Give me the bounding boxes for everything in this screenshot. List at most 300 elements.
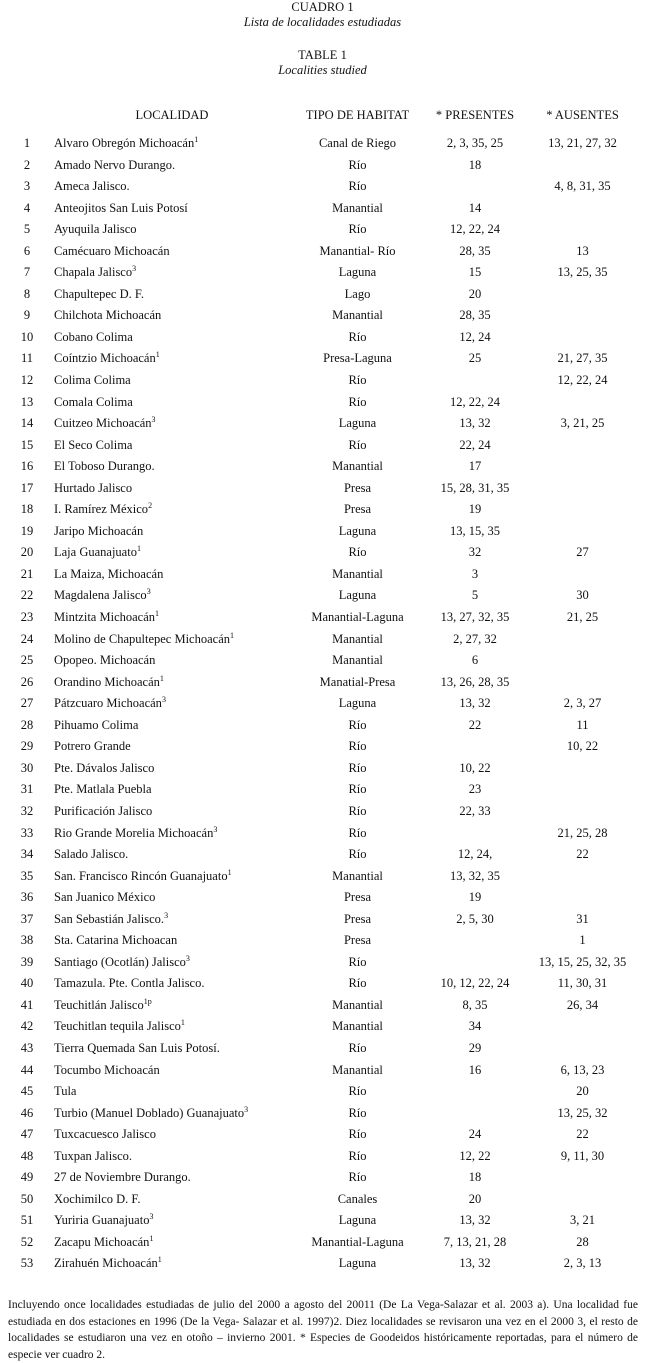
- locality-cell: [54, 371, 131, 389]
- table-row: [0, 759, 645, 781]
- locality-cell: [54, 543, 141, 561]
- row-number: 19: [20, 523, 34, 538]
- habitat-cell: Manantial: [332, 653, 383, 668]
- locality-name: San Juanico México: [54, 890, 156, 905]
- row-number: 33: [20, 825, 34, 840]
- locality-cell: [54, 1147, 132, 1165]
- row-number: 26: [20, 674, 34, 689]
- habitat-cell: Manantial: [332, 631, 383, 646]
- table-row: [0, 371, 645, 393]
- presentes-cell: 28, 35: [459, 308, 491, 323]
- row-number: 20: [20, 545, 34, 560]
- habitat-cell: Manatial-Presa: [319, 674, 396, 689]
- habitat-cell: Presa: [343, 502, 372, 517]
- row-number: 5: [23, 222, 31, 237]
- row-number: 28: [20, 717, 34, 732]
- row-number: 16: [20, 459, 34, 474]
- presentes-cell: 18: [468, 1170, 482, 1185]
- locality-name: Rio Grande Morelia Michoacán: [54, 825, 214, 840]
- ausentes-cell: 21, 25, 28: [557, 825, 608, 840]
- locality-cell: [54, 479, 132, 497]
- caption-english: [0, 48, 645, 78]
- locality-cell: [54, 263, 136, 281]
- habitat-cell: Río: [348, 954, 367, 969]
- locality-cell: [54, 306, 161, 324]
- locality-name: La Maiza, Michoacán: [54, 566, 164, 581]
- locality-cell: [54, 780, 152, 798]
- table-row: [0, 845, 645, 867]
- row-number: 52: [20, 1234, 34, 1249]
- locality-name: El Toboso Durango.: [54, 459, 155, 474]
- table-label: TABLE 1: [298, 48, 347, 62]
- locality-name: Molino de Chapultepec Michoacán: [54, 631, 230, 646]
- table-row: [0, 134, 645, 156]
- locality-cell: [54, 651, 155, 669]
- locality-name: Tuxpan Jalisco.: [54, 1148, 133, 1163]
- ausentes-cell: 21, 27, 35: [557, 351, 608, 366]
- habitat-cell: Manantial: [332, 566, 383, 581]
- presentes-cell: 22, 24: [459, 437, 491, 452]
- table-row: [0, 694, 645, 716]
- habitat-cell: Río: [348, 157, 367, 172]
- ausentes-cell: 20: [576, 1084, 589, 1099]
- locality-cell: [54, 888, 155, 906]
- habitat-cell: Río: [348, 760, 367, 775]
- table-row: [0, 220, 645, 242]
- locality-name: Pte. Matlala Puebla: [54, 782, 152, 797]
- habitat-cell: Lago: [344, 286, 371, 301]
- locality-cell: [54, 522, 143, 540]
- row-number: 42: [20, 1019, 34, 1034]
- table-row: [0, 285, 645, 307]
- presentes-cell: 23: [468, 782, 482, 797]
- locality-cell: [54, 220, 137, 238]
- row-number: 8: [23, 286, 31, 301]
- presentes-cell: 10, 12, 22, 24: [440, 976, 510, 991]
- locality-footnote-mark: 3: [185, 953, 190, 963]
- habitat-cell: Río: [348, 1105, 367, 1120]
- row-number: 30: [20, 760, 34, 775]
- row-number: 46: [20, 1105, 34, 1120]
- ausentes-cell: 31: [576, 911, 589, 926]
- locality-name: Pátzcuaro Michoacán: [54, 696, 162, 711]
- presentes-cell: 13, 32: [459, 696, 491, 711]
- locality-cell: [54, 630, 234, 648]
- row-number: 32: [20, 803, 34, 818]
- row-number: 29: [20, 739, 34, 754]
- table-row: [0, 630, 645, 652]
- locality-cell: [54, 565, 163, 583]
- row-number: 9: [23, 308, 31, 323]
- presentes-cell: 8, 35: [462, 997, 488, 1012]
- ausentes-cell: 11, 30, 31: [557, 976, 608, 991]
- presentes-cell: 17: [468, 459, 482, 474]
- row-number: 36: [20, 890, 34, 905]
- locality-footnote-mark: 3: [132, 264, 137, 274]
- locality-name: Teuchitlan tequila Jalisco: [54, 1019, 181, 1034]
- locality-name: Xochimilco D. F.: [54, 1191, 141, 1206]
- row-number: 14: [20, 416, 34, 431]
- locality-name: Chilchota Michoacán: [54, 308, 162, 323]
- table-row: [0, 974, 645, 996]
- table-row: [0, 867, 645, 889]
- row-number: 18: [20, 502, 34, 517]
- locality-name: I. Ramírez México: [54, 502, 149, 517]
- presentes-cell: 2, 3, 35, 25: [446, 136, 504, 150]
- table-row: [0, 1254, 645, 1276]
- presentes-cell: 29: [468, 1040, 482, 1055]
- locality-cell: [54, 1104, 248, 1122]
- habitat-cell: Canales: [337, 1191, 378, 1206]
- row-number: 1: [23, 136, 31, 150]
- locality-cell: [54, 931, 177, 949]
- habitat-cell: Manantial-Laguna: [311, 610, 404, 625]
- habitat-cell: Laguna: [338, 588, 377, 603]
- table-row: [0, 608, 645, 630]
- ausentes-cell: 12, 22, 24: [557, 373, 608, 388]
- locality-footnote-mark: 1: [194, 135, 199, 144]
- localities-table: [0, 106, 645, 1276]
- locality-cell: [54, 177, 130, 195]
- habitat-cell: Río: [348, 1148, 367, 1163]
- locality-name: Orandino Michoacán: [54, 674, 160, 689]
- presentes-cell: 20: [468, 286, 482, 301]
- locality-name: 27 de Noviembre Durango.: [54, 1170, 191, 1185]
- header-presentes: * PRESENTES: [435, 108, 515, 122]
- ausentes-cell: 2, 3, 13: [563, 1256, 602, 1271]
- locality-cell: [54, 996, 152, 1014]
- locality-footnote-mark: 1: [180, 1018, 185, 1028]
- habitat-cell: Presa-Laguna: [323, 351, 392, 366]
- habitat-cell: Río: [348, 179, 367, 194]
- locality-footnote-mark: 3: [244, 1104, 249, 1114]
- table-row: [0, 996, 645, 1018]
- locality-name: Colima Colima: [54, 373, 131, 388]
- locality-name: Tierra Quemada San Luis Potosí.: [54, 1040, 220, 1055]
- locality-cell: [54, 349, 160, 367]
- locality-footnote-mark: 1: [155, 350, 160, 360]
- locality-name: Jaripo Michoacán: [54, 523, 144, 538]
- table-row: [0, 651, 645, 673]
- ausentes-cell: 30: [576, 588, 589, 603]
- ausentes-cell: 22: [576, 847, 589, 862]
- locality-cell: [54, 242, 170, 260]
- presentes-cell: 13, 27, 32, 35: [440, 610, 510, 625]
- locality-cell: [54, 285, 144, 303]
- ausentes-cell: 6, 13, 23: [560, 1062, 605, 1077]
- habitat-cell: Presa: [343, 911, 372, 926]
- presentes-cell: 2, 5, 30: [456, 911, 494, 926]
- habitat-cell: Manantial-Laguna: [311, 1234, 404, 1249]
- row-number: 41: [20, 997, 34, 1012]
- locality-cell: [54, 1233, 153, 1251]
- locality-name: Turbio (Manuel Doblado) Guanajuato: [54, 1105, 245, 1120]
- locality-name: Opopeo. Michoacán: [54, 653, 156, 668]
- locality-footnote-mark: 1: [227, 867, 232, 877]
- locality-name: Teuchitlán Jalisco: [54, 997, 144, 1012]
- table-row: [0, 328, 645, 350]
- row-number: 43: [20, 1040, 34, 1055]
- habitat-cell: Río: [348, 329, 367, 344]
- caption-spanish: [0, 0, 645, 30]
- habitat-cell: Río: [348, 847, 367, 862]
- locality-name: Zacapu Michoacán: [54, 1234, 150, 1249]
- habitat-cell: Río: [348, 1040, 367, 1055]
- ausentes-cell: 26, 34: [566, 997, 599, 1012]
- locality-cell: [54, 1254, 162, 1272]
- locality-name: Ayuquila Jalisco: [54, 222, 137, 237]
- locality-cell: [54, 759, 154, 777]
- habitat-cell: Laguna: [338, 523, 377, 538]
- table-row: [0, 716, 645, 738]
- presentes-cell: 14: [468, 200, 482, 215]
- table-row: [0, 1211, 645, 1233]
- ausentes-cell: 22: [576, 1127, 589, 1142]
- locality-name: Potrero Grande: [54, 739, 131, 754]
- locality-cell: [54, 802, 152, 820]
- table-row: [0, 586, 645, 608]
- habitat-cell: Río: [348, 825, 367, 840]
- locality-cell: [54, 436, 132, 454]
- locality-footnote-mark: 3: [213, 824, 218, 834]
- table-row: [0, 479, 645, 501]
- ausentes-cell: 1: [579, 933, 586, 948]
- table-row: [0, 737, 645, 759]
- locality-cell: [54, 608, 159, 626]
- row-number: 3: [23, 179, 31, 194]
- presentes-cell: 5: [471, 588, 479, 603]
- locality-cell: [54, 1211, 153, 1229]
- locality-name: San Sebastián Jalisco.: [54, 911, 165, 926]
- locality-cell: [54, 974, 204, 992]
- presentes-cell: 16: [468, 1062, 482, 1077]
- locality-footnote-mark: 2: [148, 501, 153, 511]
- locality-cell: [54, 716, 138, 734]
- row-number: 31: [20, 782, 34, 797]
- locality-name: Ameca Jalisco.: [54, 179, 130, 194]
- presentes-cell: 22, 33: [459, 803, 491, 818]
- locality-footnote-mark: 1: [157, 1255, 162, 1265]
- row-number: 11: [20, 351, 34, 366]
- row-number: 22: [20, 588, 34, 603]
- row-number: 12: [20, 373, 34, 388]
- habitat-cell: Manantial: [332, 997, 383, 1012]
- habitat-cell: Río: [348, 373, 367, 388]
- locality-name: Cobano Colima: [54, 329, 133, 344]
- locality-cell: [54, 673, 164, 691]
- habitat-cell: Presa: [343, 933, 372, 948]
- locality-footnote-mark: 3: [164, 910, 169, 920]
- locality-name: Tocumbo Michoacán: [54, 1062, 160, 1077]
- locality-name: Anteojitos San Luis Potosí: [54, 200, 188, 215]
- presentes-cell: 13, 32: [459, 1256, 491, 1271]
- table-row: [0, 824, 645, 846]
- table-row: [0, 1190, 645, 1212]
- header-localidad: LOCALIDAD: [135, 108, 209, 122]
- table-row: [0, 1082, 645, 1104]
- presentes-cell: 3: [471, 566, 479, 581]
- presentes-cell: 12, 22: [459, 1148, 491, 1163]
- row-number: 25: [20, 653, 34, 668]
- cuadro-title: Lista de localidades estudiadas: [243, 15, 402, 29]
- locality-name: Yuriria Guanajuato: [54, 1213, 150, 1228]
- table-row: [0, 802, 645, 824]
- row-number: 39: [20, 954, 34, 969]
- table-header: [0, 106, 645, 134]
- row-number: 50: [20, 1191, 34, 1206]
- locality-name: Pihuamo Colima: [54, 717, 139, 732]
- presentes-cell: 20: [468, 1191, 482, 1206]
- locality-footnote-mark: 1: [155, 609, 160, 619]
- locality-cell: [54, 457, 155, 475]
- ausentes-cell: 13: [576, 243, 589, 258]
- locality-name: Amado Nervo Durango.: [54, 157, 176, 172]
- habitat-cell: Río: [348, 394, 367, 409]
- locality-cell: [54, 1017, 185, 1035]
- row-number: 51: [20, 1213, 34, 1228]
- presentes-cell: 15, 28, 31, 35: [440, 480, 510, 495]
- habitat-cell: Río: [348, 782, 367, 797]
- locality-name: Salado Jalisco.: [54, 847, 129, 862]
- habitat-cell: Río: [348, 1127, 367, 1142]
- row-number: 34: [20, 847, 34, 862]
- presentes-cell: 24: [468, 1127, 482, 1142]
- locality-cell: [54, 1039, 220, 1057]
- table-row: [0, 393, 645, 415]
- row-number: 13: [20, 394, 34, 409]
- ausentes-cell: 10, 22: [566, 739, 599, 754]
- table-row: [0, 1125, 645, 1147]
- table-row: [0, 436, 645, 458]
- row-number: 6: [23, 243, 31, 258]
- locality-cell: [54, 586, 151, 604]
- table-row: [0, 673, 645, 695]
- table-row: [0, 522, 645, 544]
- ausentes-cell: 13, 15, 25, 32, 35: [538, 954, 627, 969]
- presentes-cell: 18: [468, 157, 482, 172]
- table-row: [0, 1168, 645, 1190]
- locality-name: Magdalena Jalisco: [54, 588, 147, 603]
- locality-cell: [54, 500, 152, 518]
- table-row: [0, 263, 645, 285]
- presentes-cell: 12, 22, 24: [450, 394, 500, 409]
- row-number: 38: [20, 933, 34, 948]
- row-number: 35: [20, 868, 34, 883]
- habitat-cell: Río: [348, 1084, 367, 1099]
- table-row: [0, 457, 645, 479]
- table-row: [0, 177, 645, 199]
- presentes-cell: 12, 24: [459, 329, 491, 344]
- ausentes-cell: 9, 11, 30: [560, 1148, 605, 1163]
- row-number: 37: [20, 911, 34, 926]
- row-number: 23: [20, 610, 34, 625]
- ausentes-cell: 11: [576, 717, 589, 732]
- header-ausentes: * AUSENTES: [546, 108, 619, 122]
- locality-cell: [54, 414, 156, 432]
- habitat-cell: Río: [348, 437, 367, 452]
- locality-name: Coíntzio Michoacán: [54, 351, 156, 366]
- table-body: [0, 134, 645, 1276]
- table-row: [0, 1061, 645, 1083]
- locality-name: Mintzita Michoacán: [54, 610, 156, 625]
- ausentes-cell: 3, 21: [570, 1213, 595, 1228]
- locality-footnote-mark: 3: [151, 415, 156, 425]
- row-number: 27: [20, 696, 34, 711]
- row-number: 24: [20, 631, 34, 646]
- presentes-cell: 7, 13, 21, 28: [443, 1234, 507, 1249]
- locality-name: Cuitzeo Michoacán: [54, 416, 152, 431]
- presentes-cell: 13, 32: [459, 1213, 491, 1228]
- presentes-cell: 22: [468, 717, 482, 732]
- locality-name: Hurtado Jalisco: [54, 480, 133, 495]
- row-number: 48: [20, 1148, 34, 1163]
- table-row: [0, 780, 645, 802]
- presentes-cell: 13, 15, 35: [450, 523, 500, 538]
- locality-cell: [54, 199, 188, 217]
- locality-name: Camécuaro Michoacán: [54, 243, 170, 258]
- locality-name: Chapala Jalisco: [54, 265, 133, 280]
- habitat-cell: Río: [348, 803, 367, 818]
- row-number: 47: [20, 1127, 34, 1142]
- locality-name: Tuxcacuesco Jalisco: [54, 1127, 156, 1142]
- locality-cell: [54, 845, 128, 863]
- table-row: [0, 1147, 645, 1169]
- locality-cell: [54, 156, 175, 174]
- locality-cell: [54, 910, 168, 928]
- habitat-cell: Río: [348, 545, 367, 560]
- locality-footnote-mark: 1p: [143, 996, 152, 1006]
- habitat-cell: Manantial: [332, 1019, 383, 1034]
- locality-cell: [54, 737, 131, 755]
- ausentes-cell: 3, 21, 25: [560, 416, 605, 431]
- presentes-cell: 13, 32: [459, 416, 491, 431]
- habitat-cell: Río: [348, 717, 367, 732]
- locality-cell: [54, 953, 190, 971]
- locality-footnote-mark: 1: [136, 544, 141, 554]
- table-row: [0, 500, 645, 522]
- row-number: 17: [20, 480, 34, 495]
- locality-cell: [54, 694, 166, 712]
- presentes-cell: 13, 32, 35: [450, 868, 500, 883]
- table-row: [0, 953, 645, 975]
- locality-cell: [54, 867, 232, 885]
- locality-cell: [54, 328, 133, 346]
- locality-footnote-mark: 3: [149, 1212, 154, 1222]
- presentes-cell: 13, 26, 28, 35: [440, 674, 510, 689]
- row-number: 40: [20, 976, 34, 991]
- presentes-cell: 6: [471, 653, 479, 668]
- locality-name: Tamazula. Pte. Contla Jalisco.: [54, 976, 205, 991]
- habitat-cell: Río: [348, 976, 367, 991]
- locality-name: Tula: [54, 1084, 77, 1099]
- habitat-cell: Río: [348, 1170, 367, 1185]
- row-number: 21: [20, 566, 34, 581]
- table-row: [0, 1039, 645, 1061]
- table-row: [0, 414, 645, 436]
- habitat-cell: Presa: [343, 890, 372, 905]
- table-row: [0, 306, 645, 328]
- presentes-cell: 32: [468, 545, 482, 560]
- habitat-cell: Laguna: [338, 1213, 377, 1228]
- table-row: [0, 242, 645, 264]
- table-row: [0, 156, 645, 178]
- habitat-cell: Manantial: [332, 459, 383, 474]
- locality-footnote-mark: 1: [149, 1233, 154, 1243]
- row-number: 10: [20, 329, 34, 344]
- table-title: Localities studied: [278, 63, 367, 77]
- locality-name: San. Francisco Rincón Guanajuato: [54, 868, 228, 883]
- locality-footnote-mark: 3: [146, 587, 151, 597]
